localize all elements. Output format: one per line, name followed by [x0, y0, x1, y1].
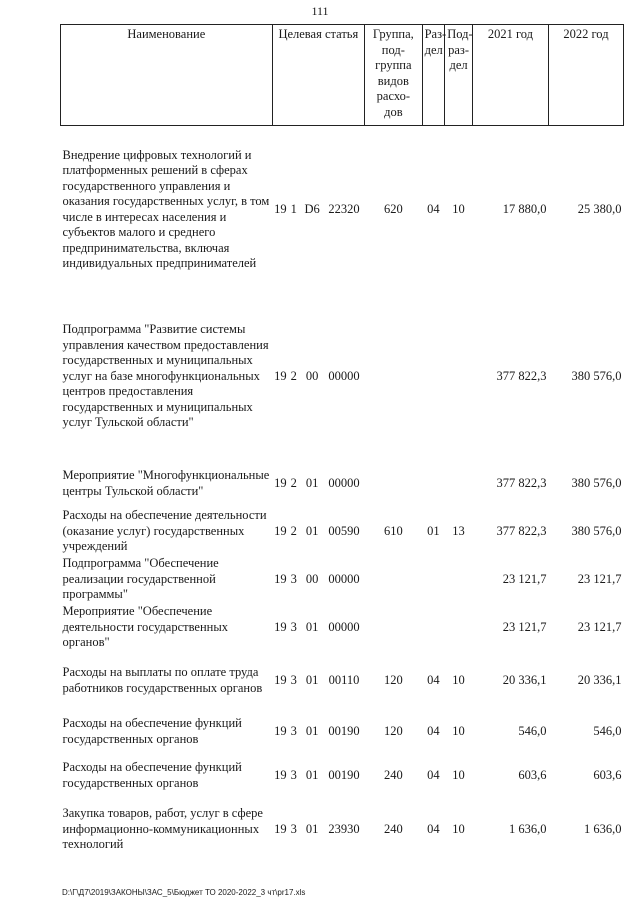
razdel: [422, 556, 445, 604]
target-code-part: 01: [305, 619, 319, 634]
table-row: [61, 508, 624, 556]
expense-group: [365, 604, 423, 652]
razdel: 04: [427, 202, 440, 216]
header-2022: 2022 год: [548, 25, 623, 126]
row-name: Мероприятие "Обеспечение деятельности государственных органов": [62, 604, 228, 650]
row-name: Расходы на обеспечение функций государственных органов: [62, 760, 242, 790]
target-code-part: 00190: [328, 723, 360, 738]
amount-2021: 1 636,0: [508, 821, 547, 836]
podrazdel: 10: [452, 672, 465, 687]
row-name: Мероприятие "Многофункциональные центры Тульской области": [62, 468, 270, 498]
amount-2021: 20 336,1: [502, 672, 547, 687]
podrazdel: [445, 556, 473, 604]
table-row: [61, 126, 624, 294]
header-razdel: Раз- дел: [422, 25, 445, 126]
target-code-part: 19: [274, 723, 287, 738]
target-code-part: 00190: [328, 767, 360, 782]
header-target-article: Целевая статья: [272, 25, 364, 126]
target-code-part: 3: [290, 821, 297, 836]
razdel: [422, 604, 445, 652]
header-row: [61, 25, 624, 126]
target-code-part: 01: [305, 475, 319, 490]
target-code-part: 00: [305, 368, 319, 383]
header-name: Наименование: [61, 25, 273, 126]
amount-2022: 546,0: [593, 723, 622, 738]
target-code-part: 00: [305, 571, 319, 586]
table-row: [61, 604, 624, 652]
target-code-part: 01: [305, 821, 319, 836]
page-number: 111: [311, 4, 329, 18]
target-code-part: 19: [274, 619, 287, 634]
amount-2022: 25 380,0: [577, 202, 622, 216]
target-code-part: 00000: [328, 368, 360, 383]
amount-2022: 1 636,0: [584, 821, 622, 836]
podrazdel: 10: [452, 767, 465, 782]
target-code-part: 19: [274, 571, 287, 586]
amount-2021: 377 822,3: [496, 368, 547, 383]
target-code-part: 01: [305, 523, 319, 538]
target-code-part: 2: [290, 368, 297, 383]
expense-group: [365, 556, 423, 604]
podrazdel: 10: [452, 821, 465, 836]
expense-group: 120: [383, 672, 403, 687]
target-code-part: 19: [274, 368, 287, 383]
target-code-part: 01: [305, 767, 319, 782]
podrazdel: 10: [452, 723, 465, 738]
row-name: Расходы на выплаты по оплате труда работников государственных органов: [62, 665, 263, 695]
target-code-part: 19: [274, 821, 287, 836]
target-code-part: 3: [290, 767, 297, 782]
amount-2022: 380 576,0: [571, 475, 622, 490]
razdel: [422, 294, 445, 460]
amount-2021: 377 822,3: [496, 523, 547, 538]
razdel: 04: [427, 672, 440, 687]
razdel: 04: [427, 821, 440, 836]
target-code-part: 00000: [328, 571, 360, 586]
file-path-footer: D:\Г\Д7\2019\ЗАКОНЫ\ЗАС_5\Бюджет ТО 2020-2022_3 чт\pr17.xls: [62, 888, 306, 897]
razdel: 04: [427, 767, 440, 782]
target-code-part: 3: [290, 619, 297, 634]
amount-2021: 546,0: [518, 723, 547, 738]
amount-2022: 603,6: [593, 767, 622, 782]
row-name: Подпрограмма "Развитие системы управления качеством предоставления государственных и муниципальных услуг на базе многофункциональных центров предоставления государственных и муниципальных услуг Тульской области": [62, 322, 269, 430]
amount-2022: 23 121,7: [577, 571, 622, 586]
table-row: [61, 556, 624, 604]
expense-group: 240: [383, 767, 403, 782]
target-code-part: 01: [305, 723, 319, 738]
razdel: [422, 460, 445, 508]
expense-group: 620: [383, 202, 403, 216]
target-code-part: 19: [274, 523, 287, 538]
target-code-part: 3: [290, 571, 297, 586]
target-code-part: 2: [290, 475, 297, 490]
expense-group: [365, 294, 423, 460]
expense-group: 120: [383, 723, 403, 738]
header-podrazdel: Под- раз- дел: [445, 25, 473, 126]
table-row: [61, 798, 624, 862]
amount-2021: 23 121,7: [502, 571, 547, 586]
row-name: Закупка товаров, работ, услуг в сфере информационно-коммуникационных технологий: [62, 806, 263, 852]
target-code-part: 19: [274, 672, 287, 687]
amount-2021: 377 822,3: [496, 475, 547, 490]
target-code-part: 3: [290, 723, 297, 738]
razdel: 01: [427, 523, 440, 538]
header-group: Группа, под- группа видов расхо- дов: [365, 25, 423, 126]
table-row: [61, 460, 624, 508]
podrazdel: 13: [452, 523, 465, 538]
podrazdel: [445, 460, 473, 508]
budget-table: [60, 24, 624, 862]
row-name: Расходы на обеспечение деятельности (оказание услуг) государственных учреждений: [62, 508, 267, 554]
target-code-part: 3: [290, 672, 297, 687]
razdel: 04: [427, 723, 440, 738]
amount-2022: 20 336,1: [577, 672, 622, 687]
amount-2021: 603,6: [518, 767, 547, 782]
target-code-part: 19: [274, 202, 287, 216]
row-name: Внедрение цифровых технологий и платформенных решений в сферах государственного управления и оказания государственных услуг, в том числе в интересах населения и субъектов малого и среднего предпринимательства, включая индивидуальных предпринимателей: [62, 147, 270, 271]
target-code-part: 2: [290, 523, 297, 538]
amount-2022: 380 576,0: [571, 523, 622, 538]
target-code-part: 00000: [328, 475, 360, 490]
target-code-part: D6: [304, 202, 320, 216]
target-code-part: 19: [274, 767, 287, 782]
expense-group: 240: [383, 821, 403, 836]
expense-group: [365, 460, 423, 508]
target-code-part: 1: [290, 202, 297, 216]
podrazdel: [445, 604, 473, 652]
target-code-part: 19: [274, 475, 287, 490]
target-code-part: 00110: [328, 672, 360, 687]
amount-2022: 380 576,0: [571, 368, 622, 383]
target-code-part: 01: [305, 672, 319, 687]
target-code-part: 00590: [328, 523, 360, 538]
table-row: [61, 294, 624, 460]
target-code-part: 22320: [328, 202, 360, 216]
amount-2022: 23 121,7: [577, 619, 622, 634]
table-row: [61, 652, 624, 710]
podrazdel: 10: [452, 202, 465, 216]
podrazdel: [445, 294, 473, 460]
amount-2021: 23 121,7: [502, 619, 547, 634]
row-name: Расходы на обеспечение функций государственных органов: [62, 716, 242, 746]
target-code-part: 00000: [328, 619, 360, 634]
row-name: Подпрограмма "Обеспечение реализации государственной программы": [62, 556, 219, 602]
header-2021: 2021 год: [472, 25, 548, 126]
table-row: [61, 710, 624, 754]
table-row: [61, 754, 624, 798]
target-code-part: 23930: [328, 821, 360, 836]
expense-group: 610: [383, 523, 403, 538]
amount-2021: 17 880,0: [502, 202, 547, 216]
